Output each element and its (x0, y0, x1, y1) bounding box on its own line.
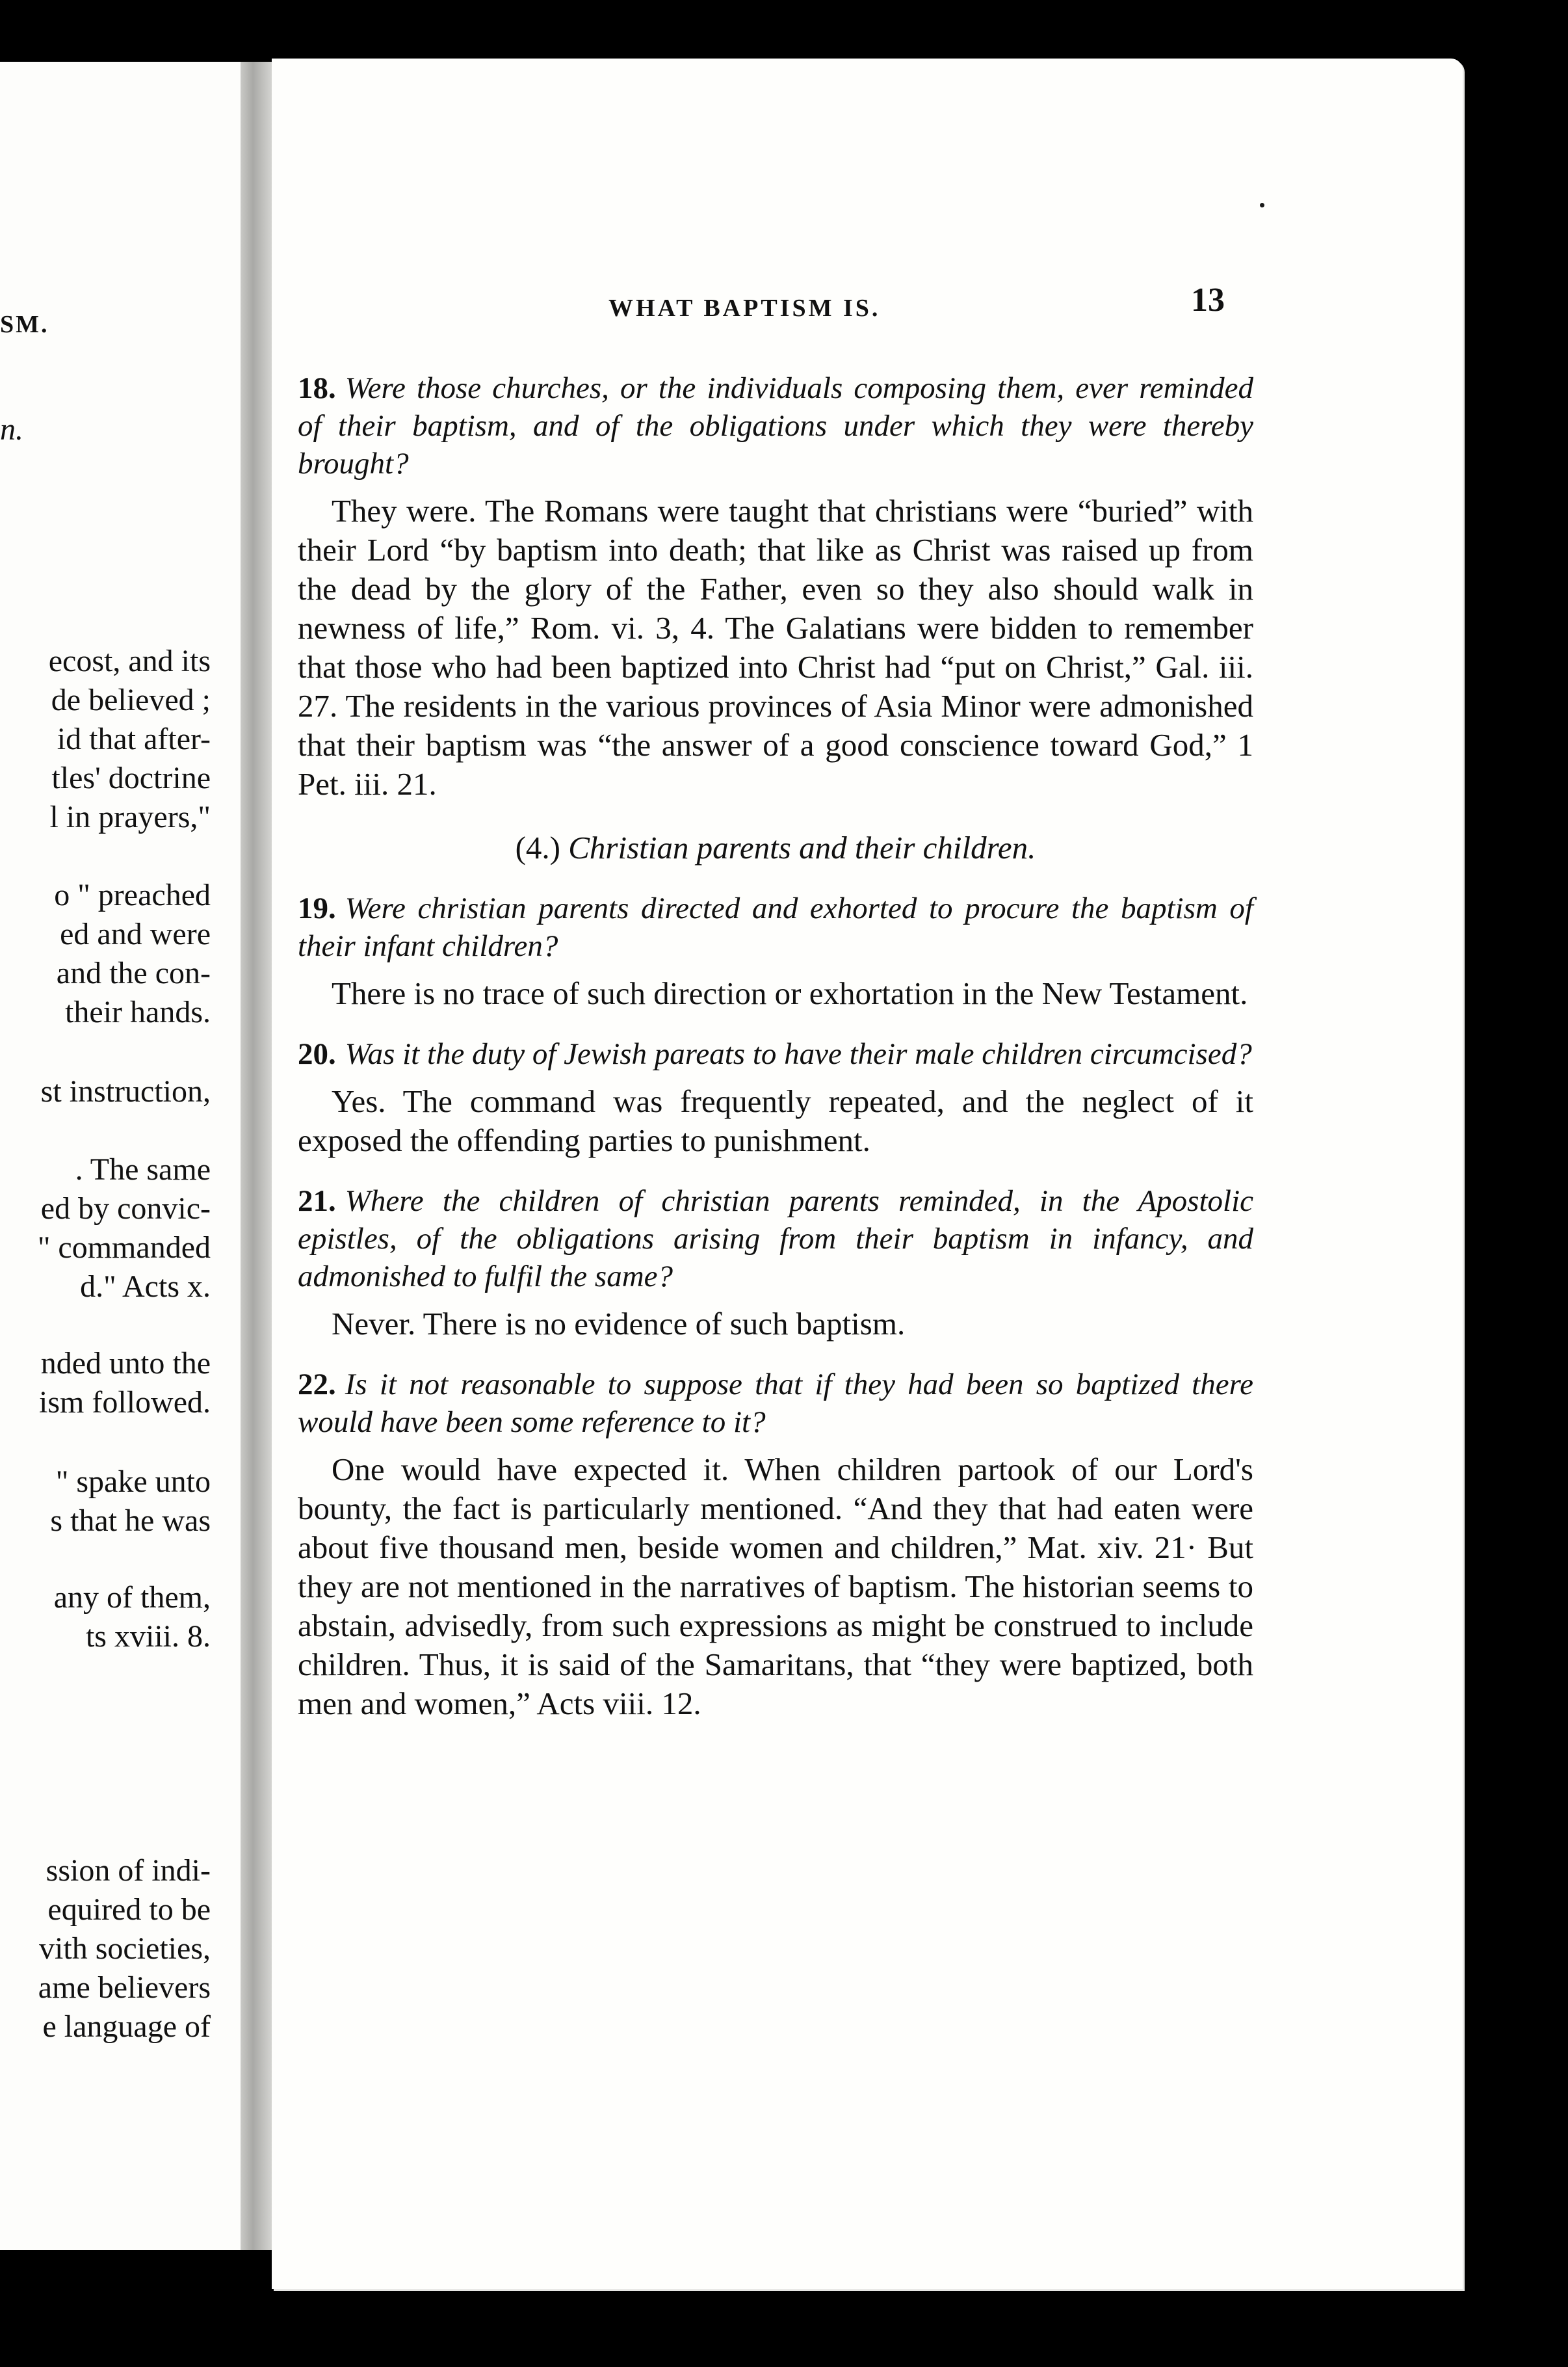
left-page-line: equired to be (47, 1892, 211, 1927)
answer-21: Never. There is no evidence of such baptism. (332, 1306, 906, 1342)
left-page-line: " spake unto (55, 1464, 211, 1499)
left-page-line: ism followed. (39, 1385, 211, 1420)
left-page (0, 62, 241, 2250)
question-text: Were christian parents directed and exhorted to procure the baptism of their infant children? (298, 892, 1253, 963)
section-label: (4.) (515, 830, 560, 866)
running-head: WHAT BAPTISM IS. (608, 295, 881, 322)
question-number: 18. (298, 371, 336, 405)
spacer (298, 1160, 1253, 1182)
question-number: 20. (298, 1037, 336, 1071)
answer-18: They were. The Romans were taught that christians were “buried” with their Lord “by baptism into death; that like as Christ was raised up from the dead by the glory of the Father, even so they also should walk in newness of life,” Rom. vi. 3, 4. The Galatians were bidden to remember that those who had been baptized into Christ had “put on Christ,” Gal. iii. 27. The residents in the various provinces of Asia Minor were admonished that their baptism was “the answer of a good conscience toward God,” 1 Pet. iii. 21. (298, 493, 1253, 802)
left-page-italic-fragment: n. (0, 412, 23, 447)
ink-speck (1260, 203, 1264, 207)
question-number: 22. (298, 1368, 336, 1401)
left-page-line: s that he was (50, 1503, 211, 1538)
question-19 (298, 890, 1253, 965)
question-number: 19. (298, 892, 336, 925)
section-heading (298, 828, 1253, 867)
question-text: Is it not reasonable to suppose that if they had been so baptized there would have been some reference to it? (298, 1368, 1253, 1439)
question-text: Were those churches, or the individuals composing them, ever reminded of their baptism, and of the obligations under which they were thereby brought? (298, 371, 1253, 481)
question-18 (298, 369, 1253, 483)
question-21 (298, 1182, 1253, 1295)
left-page-header-fragment: SM. (0, 311, 49, 338)
left-page-line: id that after- (57, 722, 211, 756)
left-page-line: any of them, (53, 1580, 211, 1615)
spacer (298, 1343, 1253, 1366)
left-page-line: . The same (75, 1152, 211, 1187)
left-page-line: ssion of indi- (46, 1853, 211, 1888)
page-body (298, 369, 1253, 1723)
left-page-line: st instruction, (40, 1074, 211, 1109)
answer-19: There is no trace of such direction or exhortation in the New Testament. (332, 975, 1248, 1011)
left-page-line: ecost, and its (48, 644, 211, 678)
section-title: Christian parents and their children. (568, 830, 1036, 866)
left-page-line: their hands. (65, 995, 211, 1029)
left-page-line: ed by convic- (40, 1191, 211, 1226)
left-page-line: ed and were (60, 917, 211, 951)
left-page-line: o " preached (54, 878, 211, 912)
question-20 (298, 1035, 1253, 1073)
left-page-line: tles' doctrine (51, 761, 211, 795)
answer-20: Yes. The command was frequently repeated, and the neglect of it exposed the offending parties to punishment. (298, 1083, 1253, 1158)
left-page-line: de believed ; (51, 683, 211, 717)
left-page-line: ame believers (38, 1970, 211, 2005)
book-gutter (241, 62, 272, 2250)
question-22 (298, 1366, 1253, 1441)
question-number: 21. (298, 1184, 336, 1218)
left-page-line: " commanded (37, 1230, 211, 1265)
page-number: 13 (1191, 282, 1225, 319)
answer-22: One would have expected it. When children partook of our Lord's bounty, the fact is particularly mentioned. “And they that had eaten were about five thousand men, beside women and children,” Mat. xiv. 21· But they are not mentioned in the narratives of baptism. The historian seems to abstain, advisedly, from such expressions as might be construed to include children. Thus, it is said of the Samaritans, that “they were baptized, both men and women,” Acts viii. 12. (298, 1451, 1253, 1721)
left-page-line: vith societies, (39, 1931, 211, 1966)
left-page-line: l in prayers," (49, 800, 211, 834)
left-page-line: nded unto the (40, 1346, 211, 1381)
left-page-line: e language of (42, 2009, 211, 2044)
left-page-line: and the con- (56, 956, 211, 990)
left-page-line: ts xviii. 8. (85, 1619, 211, 1654)
question-text: Was it the duty of Jewish pareats to have their male children circumcised? (345, 1037, 1252, 1071)
left-page-line: d." Acts x. (80, 1269, 211, 1304)
question-text: Where the children of christian parents reminded, in the Apostolic epistles, of the obligations arising from their baptism in infancy, and admonished to fulfil the same? (298, 1184, 1253, 1293)
spacer (298, 1013, 1253, 1035)
